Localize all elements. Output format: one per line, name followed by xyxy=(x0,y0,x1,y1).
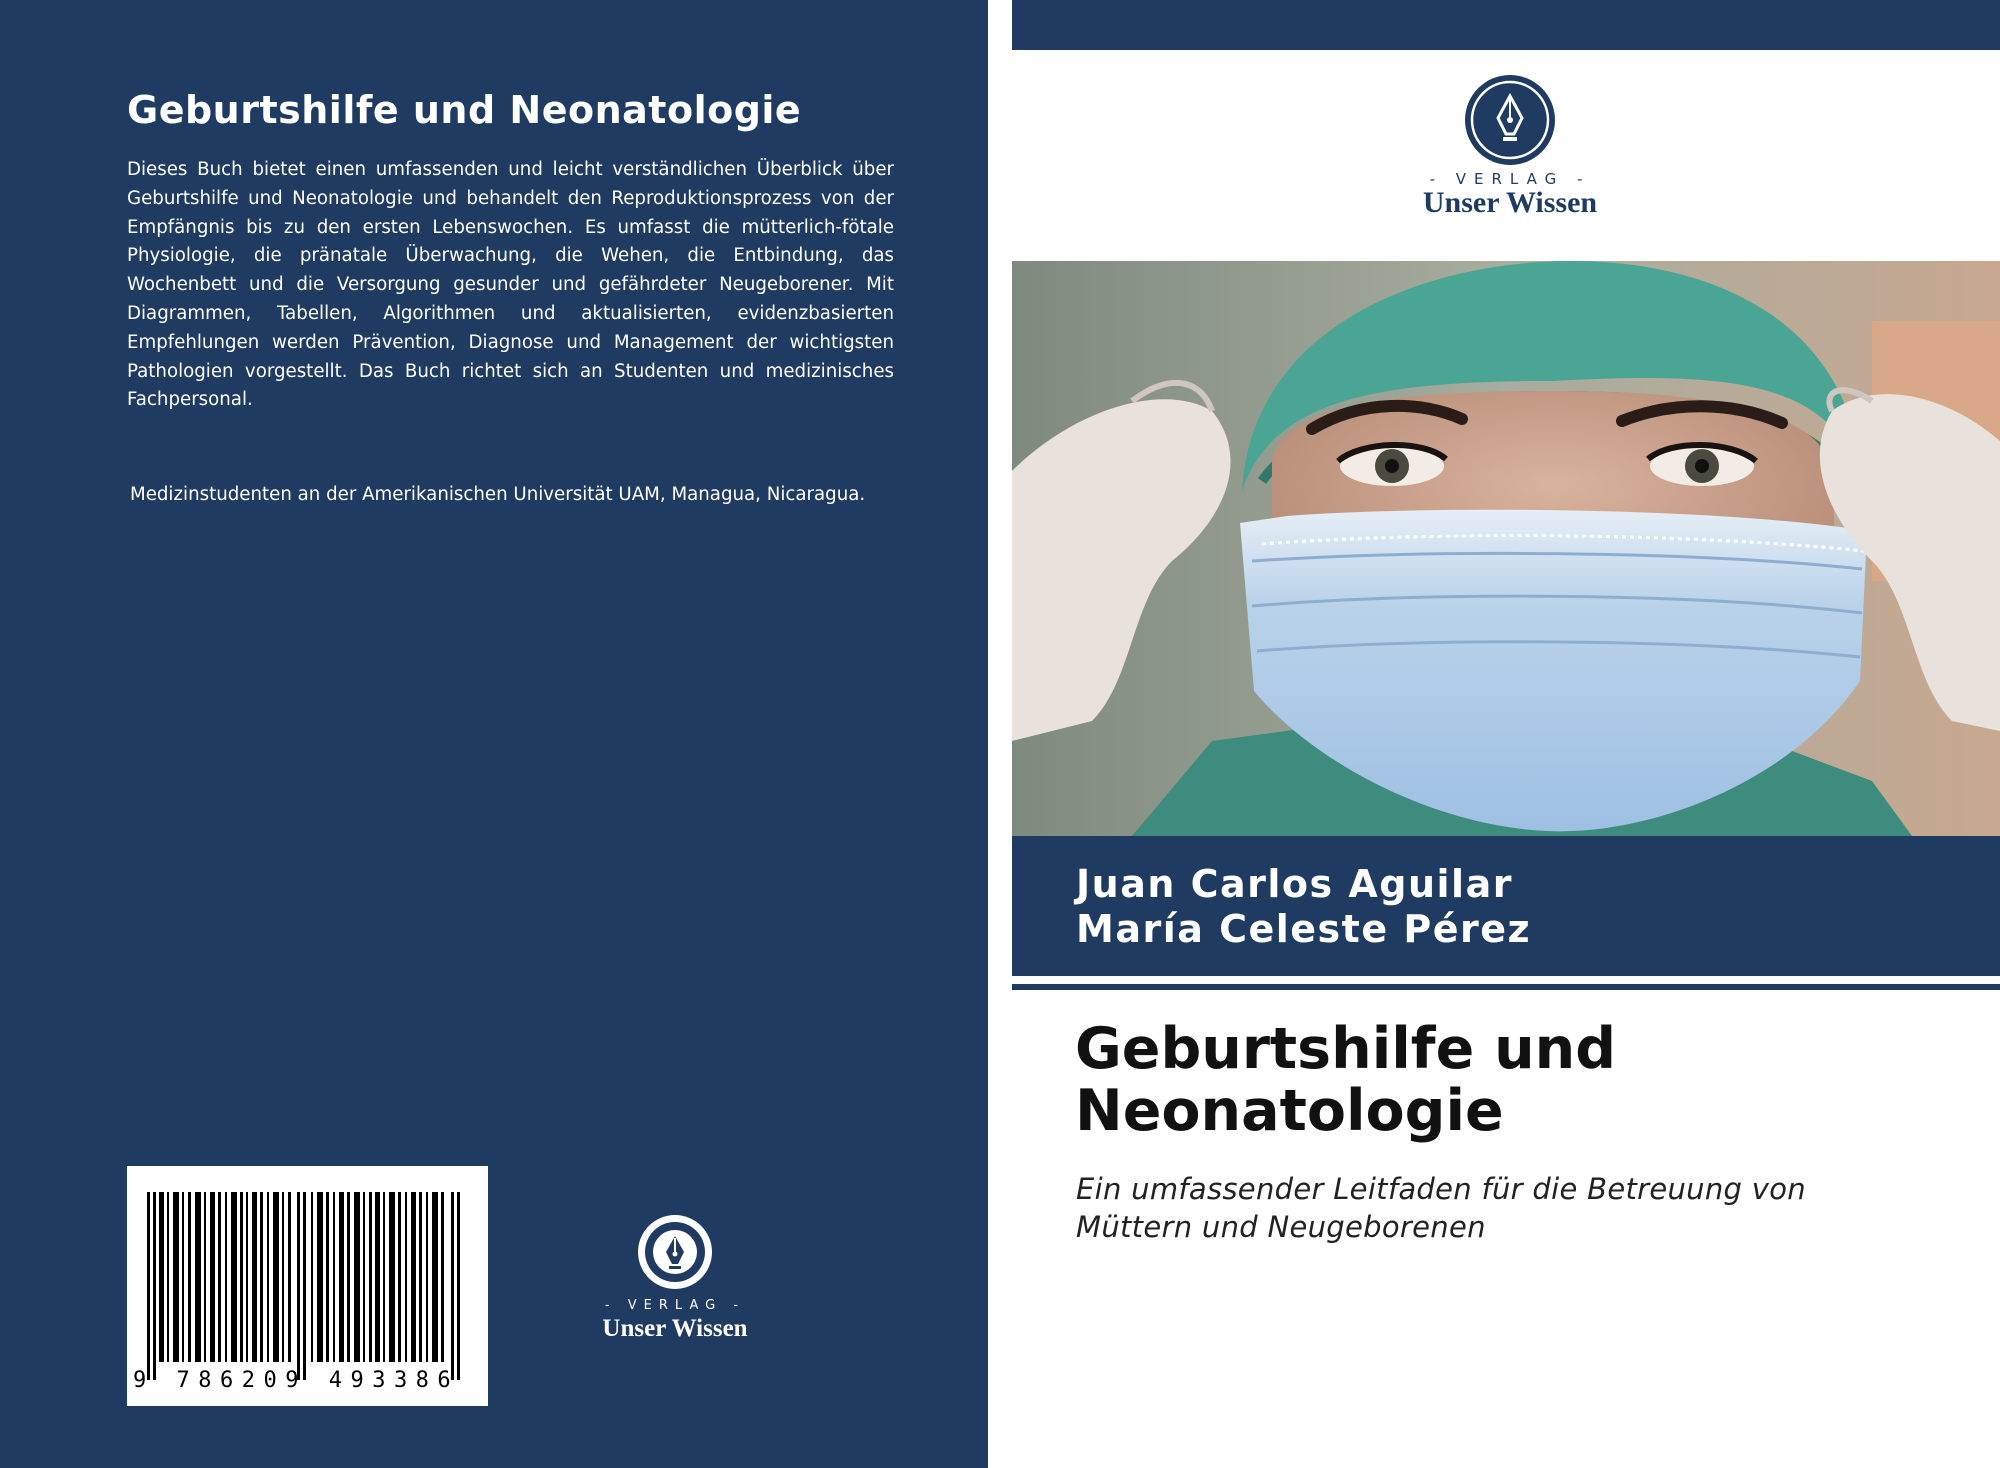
book-title: Geburtshilfe und Neonatologie xyxy=(1075,1016,1617,1144)
publisher-name: Unser Wissen xyxy=(602,1315,748,1342)
masked-doctor-photo xyxy=(1012,261,2000,836)
back-cover-title: Geburtshilfe und Neonatologie xyxy=(127,88,802,132)
front-cover xyxy=(1012,0,2000,1468)
back-cover xyxy=(0,0,988,1468)
fountain-pen-icon xyxy=(1464,74,1556,166)
author-band xyxy=(1012,836,2000,976)
top-band xyxy=(1012,0,2000,50)
verlag-label: - VERLAG - xyxy=(1429,170,1591,188)
publisher-logo-front xyxy=(1390,74,1630,224)
divider xyxy=(1012,984,2000,990)
publisher-logo-back xyxy=(585,1214,765,1344)
verlag-label: - VERLAG - xyxy=(604,1298,746,1313)
book-description: Dieses Buch bietet einen umfassenden und leicht verständlichen Überblick über Geburtshilfe und Neonatologie und behandelt den Reproduktionsprozess von der Empfängnis bis zu den ersten Lebenswochen. Es umfasst die mütterlich-fötale Physiologie, die pränatale Überwachung, die Wehen, die Entbindung, das Wochenbett und die Versorgung gesunder und gefährdeter Neugeborener. Mit Diagrammen, Tabellen, Algorithmen und aktualisierten, evidenzbasierten Empfehlungen werden Prävention, Diagnose und Management der wichtigsten Pathologien vorgestellt. Das Buch richtet sich an Studenten und medizinisches Fachpersonal. xyxy=(127,159,894,411)
book-subtitle: Ein umfassender Leitfaden für die Betreuung von Müttern und Neugeborenen xyxy=(1076,1172,1806,1244)
spine xyxy=(988,0,1012,1468)
publisher-name: Unser Wissen xyxy=(1422,186,1598,219)
author-bio: Medizinstudenten an der Amerikanischen Universität UAM, Managua, Nicaragua. xyxy=(130,484,866,505)
author-name: Juan Carlos Aguilar xyxy=(1076,862,1513,906)
isbn-digits: 9 786209 493386 xyxy=(133,1368,460,1393)
author-name: María Celeste Pérez xyxy=(1076,907,1532,951)
photo-illustration xyxy=(1012,261,2000,836)
barcode-icon xyxy=(147,1192,467,1380)
fountain-pen-icon xyxy=(637,1214,713,1290)
isbn-barcode xyxy=(127,1166,488,1406)
